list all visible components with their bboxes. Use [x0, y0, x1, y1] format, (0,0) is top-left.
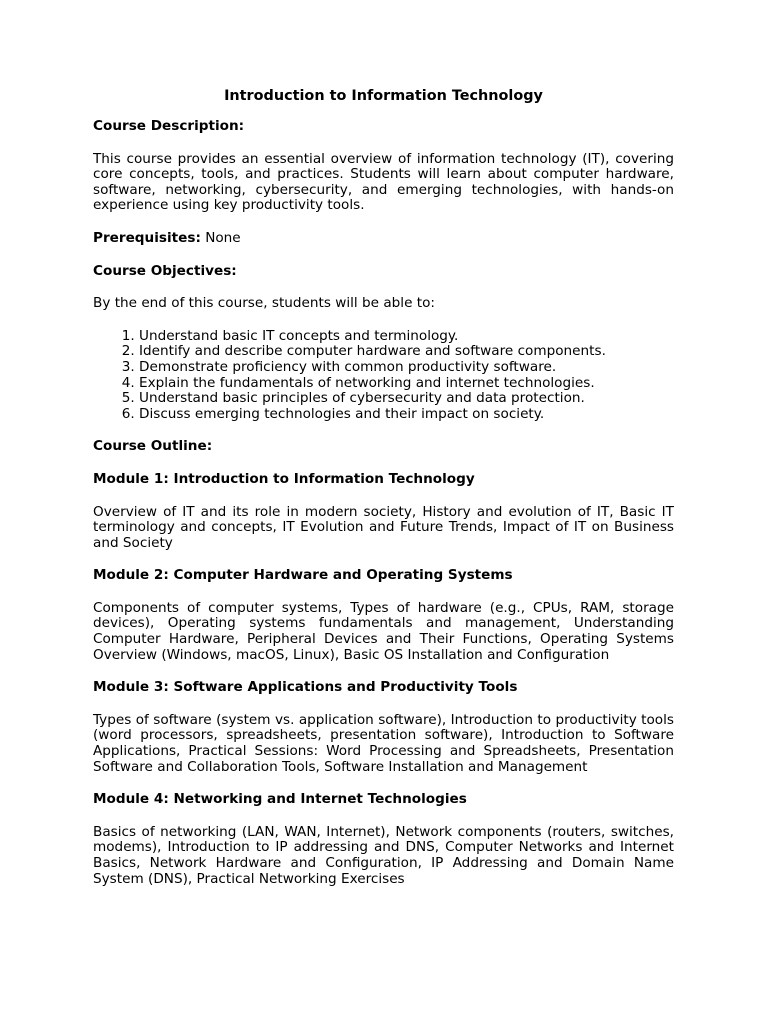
module-2-body: Components of computer systems, Types of hardware (e.g., CPUs, RAM, storage devices), Operating systems fundamentals and management, Understanding Computer Hardware, Peripheral Devices and Their Functions, Operating Systems Overview (Windows, macOS, Linux), Basic OS Installation and Configuration — [93, 599, 674, 663]
prerequisites-label: Prerequisites: — [93, 229, 201, 246]
objective-item: 3. Demonstrate proficiency with common productivity software. — [139, 360, 674, 376]
course-objectives-intro: By the end of this course, students will be able to: — [93, 295, 435, 312]
document-title: Introduction to Information Technology — [224, 88, 543, 104]
prerequisites-value: None — [200, 229, 241, 246]
document-page — [93, 87, 674, 904]
objectives-list — [93, 329, 674, 423]
course-objectives-heading: Course Objectives: — [93, 262, 237, 279]
prerequisites-line — [93, 231, 674, 247]
objective-item: 6. Discuss emerging technologies and their impact on society. — [139, 407, 674, 423]
module-3-title: Module 3: Software Applications and Productivity Tools — [93, 679, 518, 696]
course-outline-heading: Course Outline: — [93, 438, 213, 455]
module-1-body: Overview of IT and its role in modern society, History and evolution of IT, Basic IT terminology and concepts, IT Evolution and Future Trends, Impact of IT on Business and Society — [93, 503, 674, 551]
objective-item: 2. Identify and describe computer hardware and software components. — [139, 344, 674, 360]
course-description-text: This course provides an essential overview of information technology (IT), covering core concepts, tools, and practices. Students will learn about computer hardware, software, networking, cybersecurity, and emerging technologies, with hands-on experience using key productivity tools. — [93, 150, 674, 214]
module-3-body: Types of software (system vs. application software), Introduction to productivity tools (word processors, spreadsheets, presentation software), Introduction to Software Applications, Practical Sessions: Word Processing and Spreadsheets, Presentation Software and Collaboration Tools, Software Installation and Management — [93, 711, 674, 775]
module-4-title: Module 4: Networking and Internet Technologies — [93, 791, 467, 808]
objective-item: 4. Explain the fundamentals of networking and internet technologies. — [139, 376, 674, 392]
objective-item: 5. Understand basic principles of cybersecurity and data protection. — [139, 391, 674, 407]
module-4-body: Basics of networking (LAN, WAN, Internet), Network components (routers, switches, modems), Introduction to IP addressing and DNS, Computer Networks and Internet Basics, Network Hardware and Configuration, IP Addressing and Domain Name System (DNS), Practical Networking Exercises — [93, 823, 674, 887]
course-description-heading: Course Description: — [93, 118, 245, 134]
objective-item: 1. Understand basic IT concepts and terminology. — [139, 329, 674, 345]
module-2-title: Module 2: Computer Hardware and Operating Systems — [93, 567, 513, 584]
module-1-title: Module 1: Introduction to Information Technology — [93, 470, 475, 487]
